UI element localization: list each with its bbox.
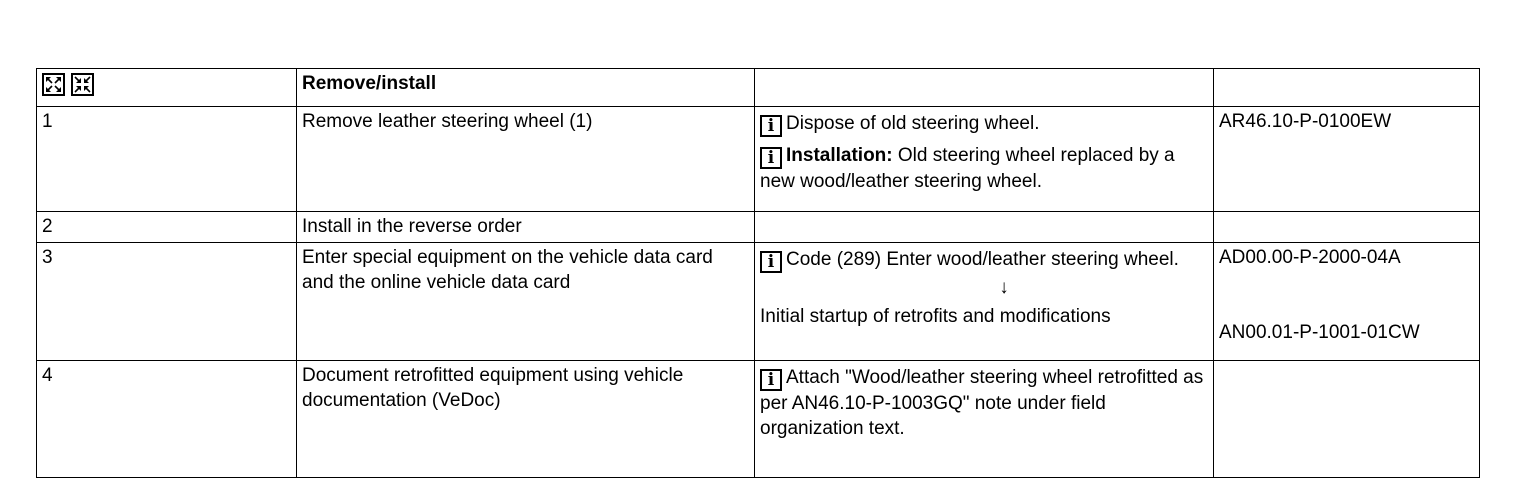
info-icon[interactable]: i — [760, 369, 782, 391]
note — [760, 247, 1208, 273]
note — [760, 111, 1208, 137]
step-notes — [755, 212, 1214, 243]
step-number: 4 — [37, 361, 297, 478]
step-reference — [1214, 212, 1480, 243]
step-reference-link[interactable]: AR46.10-P-0100EW — [1214, 107, 1480, 212]
step-row — [37, 212, 1480, 243]
note-text: Old steering wheel replaced by a new wood/leather steering wheel. — [760, 145, 1175, 192]
step-action: Install in the reverse order — [297, 212, 755, 243]
step-reference — [1214, 361, 1480, 478]
step-number: 3 — [37, 243, 297, 361]
header-empty-cell — [755, 69, 1214, 107]
step-references — [1214, 243, 1480, 361]
note-text: Dispose of old steering wheel. — [786, 113, 1040, 134]
step-notes — [755, 107, 1214, 212]
down-arrow-icon: ↓ — [999, 277, 1009, 298]
header-empty-cell — [1214, 69, 1480, 107]
note-label: Installation: — [786, 145, 893, 166]
info-icon[interactable]: i — [760, 251, 782, 273]
step-row — [37, 243, 1480, 361]
note-text: Code (289) Enter wood/leather steering wheel. — [786, 249, 1179, 270]
header-icons-cell — [37, 69, 297, 107]
collapse-all-icon[interactable] — [71, 73, 94, 96]
step-number: 1 — [37, 107, 297, 212]
expand-all-icon[interactable] — [42, 73, 65, 96]
note-subtext: Initial startup of retrofits and modifications — [760, 306, 1111, 327]
note — [760, 365, 1208, 441]
header-title: Remove/install — [297, 69, 755, 107]
step-notes — [755, 243, 1214, 361]
info-icon[interactable]: i — [760, 147, 782, 169]
header-row — [37, 69, 1480, 107]
step-row — [37, 107, 1480, 212]
step-reference-link[interactable]: AN00.01-P-1001-01CW — [1219, 322, 1420, 343]
info-icon[interactable]: i — [760, 115, 782, 137]
step-action: Document retrofitted equipment using vehicle documentation (VeDoc) — [297, 361, 755, 478]
step-action: Remove leather steering wheel (1) — [297, 107, 755, 212]
step-number: 2 — [37, 212, 297, 243]
note-text: Attach "Wood/leather steering wheel retrofitted as per AN46.10-P-1003GQ" note under field organization text. — [760, 367, 1204, 439]
procedure-table — [36, 68, 1480, 478]
note — [760, 143, 1208, 194]
step-reference-link[interactable]: AD00.00-P-2000-04A — [1219, 247, 1401, 268]
step-action: Enter special equipment on the vehicle data card and the online vehicle data card — [297, 243, 755, 361]
step-row — [37, 361, 1480, 478]
step-notes — [755, 361, 1214, 478]
